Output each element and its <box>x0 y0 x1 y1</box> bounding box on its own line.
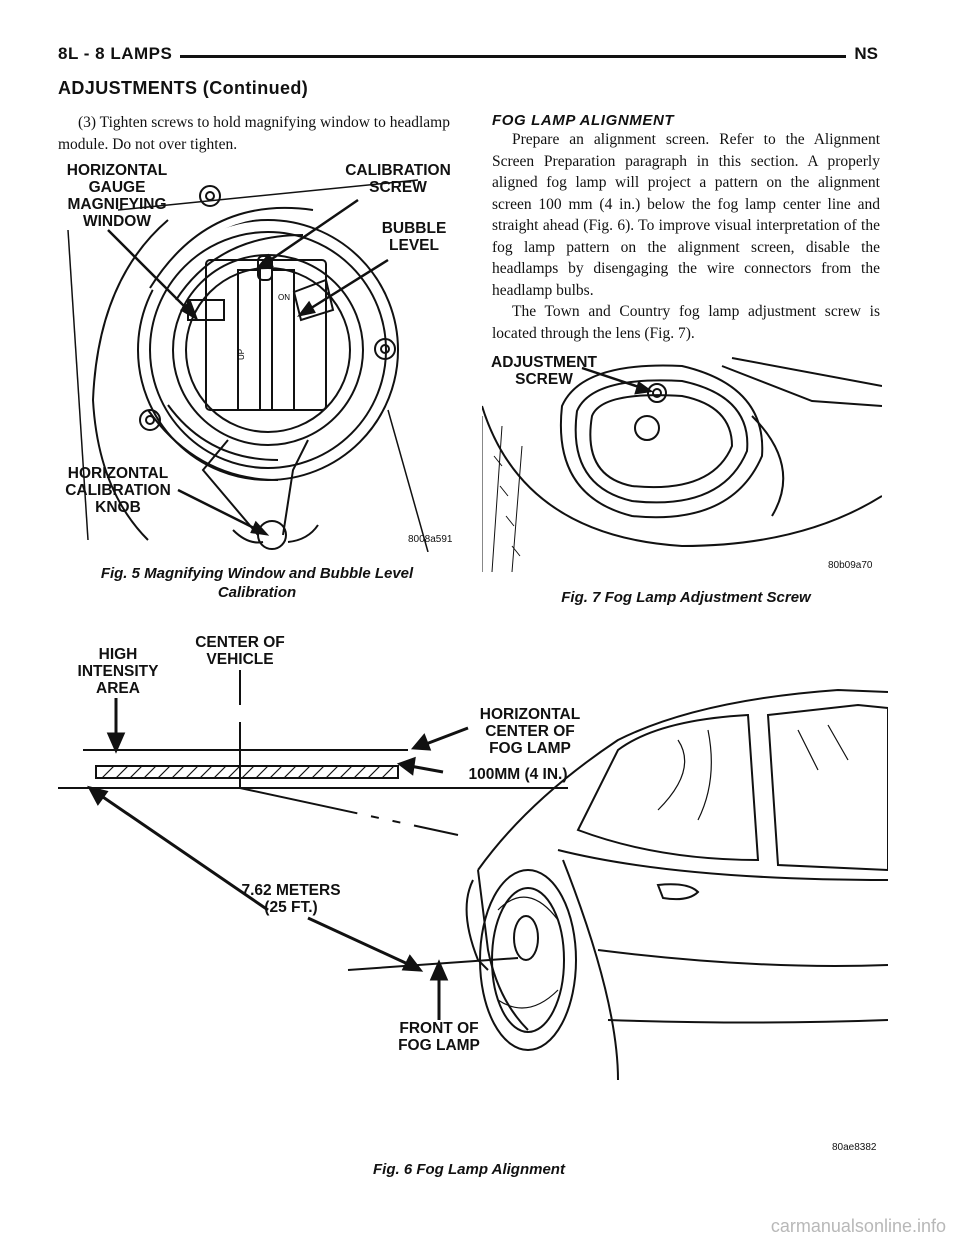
fig7-code: 80b09a70 <box>828 560 873 571</box>
left-paragraph: (3) Tighten screws to hold magnifying window to headlamp module. Do not over tighten. <box>58 114 450 153</box>
header-rule <box>58 55 878 58</box>
label-horizontal-center-of-fog-lamp: HORIZONTAL CENTER OF FOG LAMP <box>479 706 581 757</box>
high-intensity-band <box>96 766 398 778</box>
header-section: 8L - 8 LAMPS <box>58 44 180 64</box>
label-front-of-fog-lamp: FRONT OF FOG LAMP <box>398 1020 480 1054</box>
fig5-code: 8008a591 <box>408 534 453 545</box>
left-column <box>58 112 450 155</box>
fog-alignment-paragraph-1: Prepare an alignment screen. Refer to the Alignment Screen Preparation paragraph in this section. A properly aligned fog lamp will project a pattern on the alignment screen 100 mm (4 in.) below the fog lamp center line and straight ahead (Fig. 6). To improve visual interpretation of the fog lamp pattern on the alignment screen, disable the headlamps by disengaging the wire connectors from the headlamp bulbs. <box>492 131 880 299</box>
label-center-of-vehicle: CENTER OF VEHICLE <box>195 634 285 668</box>
bubble-on-marking: ON <box>278 293 290 302</box>
label-100mm: 100MM (4 IN.) <box>468 766 568 783</box>
label-bubble-level: BUBBLE LEVEL <box>381 220 447 254</box>
label-calibration-screw: CALIBRATION SCREW <box>345 162 451 196</box>
label-high-intensity-area: HIGH INTENSITY AREA <box>77 646 159 697</box>
page-header <box>58 44 878 70</box>
right-column <box>492 112 880 344</box>
section-title: ADJUSTMENTS (Continued) <box>58 78 309 98</box>
label-adjustment-screw: ADJUSTMENT SCREW <box>491 354 597 388</box>
fog-lamp-alignment-heading: FOG LAMP ALIGNMENT <box>492 112 675 129</box>
header-code: NS <box>846 44 878 64</box>
fig7-caption: Fig. 7 Fog Lamp Adjustment Screw <box>561 589 811 606</box>
label-horizontal-gauge-window: HORIZONTAL GAUGE MAGNIFYING WINDOW <box>66 162 168 230</box>
bubble-up-marking: UP <box>237 348 246 360</box>
label-horizontal-calibration-knob: HORIZONTAL CALIBRATION KNOB <box>65 465 171 516</box>
fig6-caption: Fig. 6 Fog Lamp Alignment <box>373 1161 565 1178</box>
footer-watermark[interactable]: carmanualsonline.info <box>770 1216 946 1236</box>
fig6-illustration <box>58 620 888 1160</box>
fig6-code: 80ae8382 <box>832 1142 877 1153</box>
fig5-caption: Fig. 5 Magnifying Window and Bubble Level Calibration <box>100 565 414 601</box>
label-7-62-meters: 7.62 METERS (25 FT.) <box>241 882 341 916</box>
fog-alignment-paragraph-2: The Town and Country fog lamp adjustment screw is located through the lens (Fig. 7). <box>492 303 880 342</box>
